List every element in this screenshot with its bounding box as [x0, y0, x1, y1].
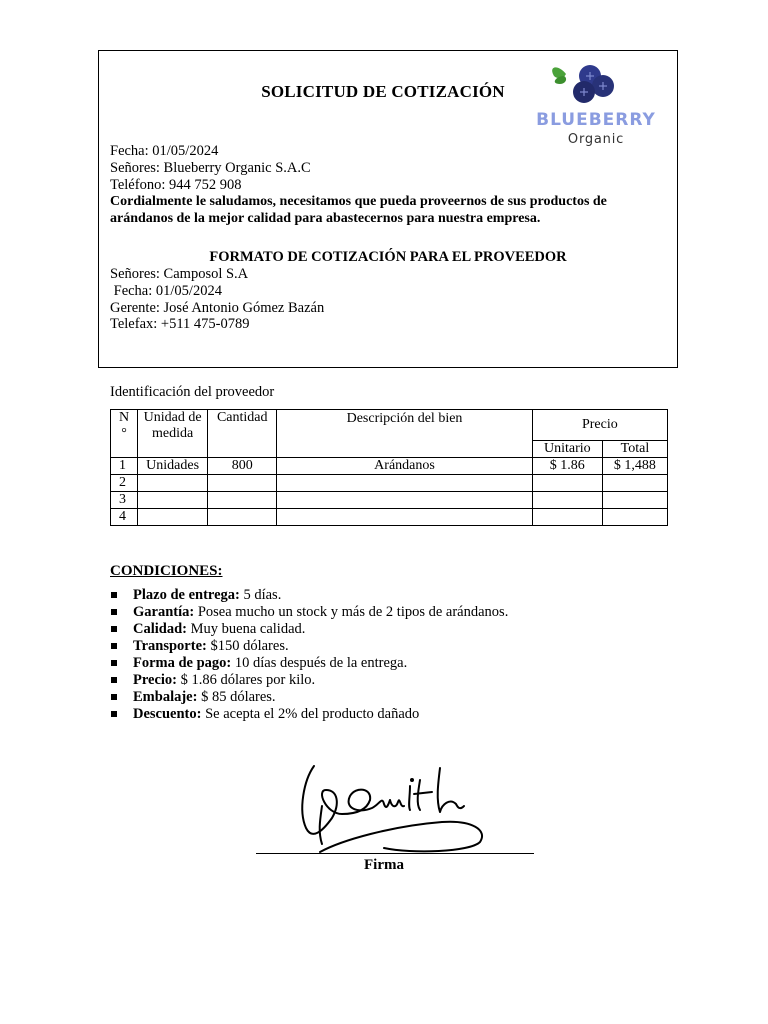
table-row	[111, 509, 668, 526]
condition-label: Descuento:	[133, 706, 202, 722]
logo-sub-text: Organic	[567, 132, 625, 147]
condition-label: Forma de pago:	[133, 655, 232, 671]
condition-value: $150 dólares.	[206, 638, 289, 654]
header-number: N °	[111, 410, 138, 458]
header-price: Precio	[532, 410, 667, 441]
condition-value: 5 días.	[239, 587, 282, 603]
provider-date: Fecha: 01/05/2024	[110, 283, 222, 299]
provider-manager: Gerente: José Antonio Gómez Bazán	[110, 300, 325, 316]
signature-label: Firma	[364, 857, 404, 873]
condition-value: $ 85 dólares.	[197, 689, 276, 705]
header-total: Total	[602, 441, 667, 458]
condition-label: Garantía:	[133, 604, 195, 620]
row-total	[602, 492, 667, 509]
bullet-icon	[111, 694, 117, 700]
quotation-table	[110, 409, 668, 526]
request-recipient: Señores: Blueberry Organic S.A.C	[110, 160, 311, 176]
condition-item	[110, 706, 508, 723]
request-intro: Cordialmente le saludamos, necesitamos que pueda proveernos de sus productos de arándanos de la mejor calidad para abastecernos para nuestra empresa.	[110, 194, 607, 226]
bullet-icon	[111, 660, 117, 666]
row-unit-price	[532, 509, 602, 526]
row-quantity	[208, 475, 277, 492]
bullet-icon	[111, 711, 117, 717]
row-quantity	[208, 492, 277, 509]
conditions-title: CONDICIONES:	[110, 563, 223, 579]
table-row	[111, 458, 668, 475]
row-unit	[138, 509, 208, 526]
condition-item	[110, 604, 508, 621]
row-description	[277, 509, 532, 526]
signature-line	[256, 853, 534, 854]
header-description: Descripción del bien	[277, 410, 532, 458]
row-number: 4	[111, 509, 138, 526]
row-quantity: 800	[208, 458, 277, 475]
provider-identification-label: Identificación del proveedor	[110, 384, 275, 400]
row-description: Arándanos	[277, 458, 532, 475]
request-phone: Teléfono: 944 752 908	[110, 177, 242, 193]
header-unit-price: Unitario	[532, 441, 602, 458]
row-description	[277, 492, 532, 509]
condition-label: Precio:	[133, 672, 178, 688]
blueberry-organic-logo	[528, 62, 668, 152]
condition-value: Se acepta el 2% del producto dañado	[201, 706, 420, 722]
condition-value: Posea mucho un stock y más de 2 tipos de arándanos.	[194, 604, 509, 620]
document-title: SOLICITUD DE COTIZACIÓN	[261, 82, 505, 101]
handwritten-signature	[292, 760, 502, 860]
row-unit	[138, 492, 208, 509]
condition-item	[110, 587, 508, 604]
row-unit-price: $ 1.86	[532, 458, 602, 475]
row-unit	[138, 475, 208, 492]
condition-item	[110, 638, 508, 655]
bullet-icon	[111, 592, 117, 598]
condition-label: Transporte:	[133, 638, 207, 654]
condition-label: Embalaje:	[133, 689, 198, 705]
bullet-icon	[111, 626, 117, 632]
condition-label: Calidad:	[133, 621, 187, 637]
row-total: $ 1,488	[602, 458, 667, 475]
request-date: Fecha: 01/05/2024	[110, 143, 219, 159]
bullet-icon	[111, 677, 117, 683]
row-number: 1	[111, 458, 138, 475]
conditions-list	[110, 587, 508, 723]
table-row	[111, 492, 668, 509]
row-description	[277, 475, 532, 492]
provider-format-title: FORMATO DE COTIZACIÓN PARA EL PROVEEDOR	[209, 249, 567, 265]
logo-brand-text: BLUEBERRY	[536, 110, 656, 130]
provider-telefax: Telefax: +511 475-0789	[110, 316, 250, 332]
provider-name: Señores: Camposol S.A	[110, 266, 249, 282]
condition-value: $ 1.86 dólares por kilo.	[177, 672, 316, 688]
blueberry-icon	[528, 62, 668, 112]
row-unit: Unidades	[138, 458, 208, 475]
condition-value: Muy buena calidad.	[187, 621, 306, 637]
row-total	[602, 475, 667, 492]
condition-value: 10 días después de la entrega.	[231, 655, 408, 671]
condition-item	[110, 655, 508, 672]
header-quantity: Cantidad	[208, 410, 277, 458]
row-number: 3	[111, 492, 138, 509]
row-total	[602, 509, 667, 526]
condition-label: Plazo de entrega:	[133, 587, 240, 603]
table-row	[111, 475, 668, 492]
row-quantity	[208, 509, 277, 526]
condition-item	[110, 689, 508, 706]
bullet-icon	[111, 609, 117, 615]
header-unit: Unidad de medida	[138, 410, 208, 458]
bullet-icon	[111, 643, 117, 649]
condition-item	[110, 672, 508, 689]
row-unit-price	[532, 492, 602, 509]
condition-item	[110, 621, 508, 638]
row-number: 2	[111, 475, 138, 492]
row-unit-price	[532, 475, 602, 492]
